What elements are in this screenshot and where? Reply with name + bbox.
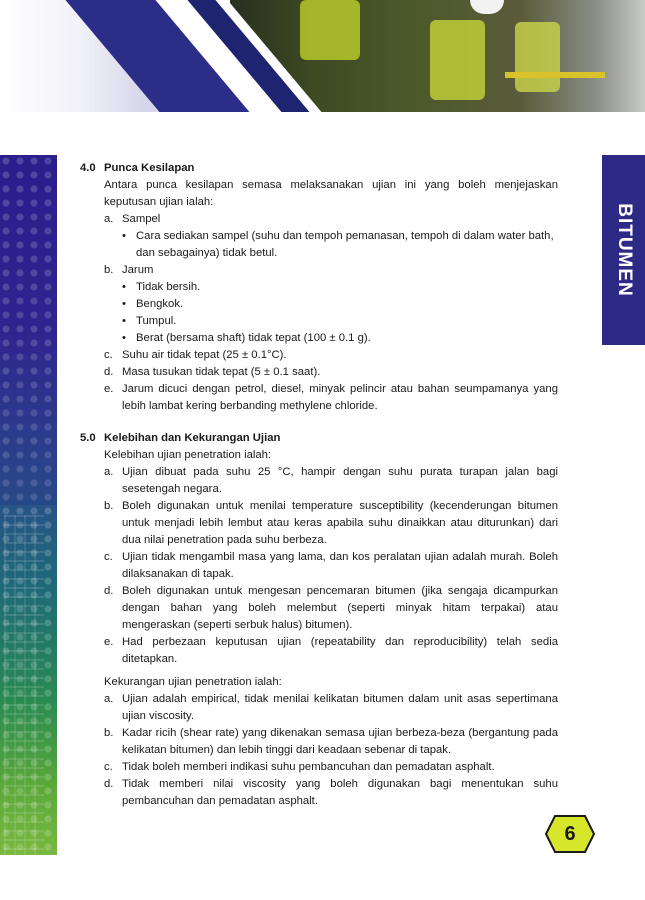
item-text: Tidak boleh memberi indikasi suhu pembancuhan dan pemadatan asphalt. xyxy=(122,761,495,773)
section-title: Kelebihan dan Kekurangan Ujian xyxy=(104,432,281,444)
item-label: b. xyxy=(104,264,114,276)
section-heading xyxy=(80,430,558,447)
main-content xyxy=(80,160,558,810)
list-item xyxy=(80,549,558,583)
item-label: b. xyxy=(104,500,114,512)
worker-vest xyxy=(300,0,360,60)
bullet-icon: • xyxy=(122,298,126,310)
item-text: Tidak memberi nilai viscosity yang boleh digunakan bagi menentukan suhu pembancuhan dan pemadatan asphalt. xyxy=(122,778,558,807)
section-intro: Antara punca kesilapan semasa melaksanakan ujian ini yang boleh menjejaskan keputusan ujian ialah: xyxy=(104,179,558,208)
item-label: e. xyxy=(104,383,114,395)
disadvantages-intro: Kekurangan ujian penetration ialah: xyxy=(104,676,282,688)
list-item xyxy=(80,691,558,725)
bullet-text: Berat (bersama shaft) tidak tepat (100 ± 0.1 g). xyxy=(136,332,371,344)
item-label: d. xyxy=(104,585,114,597)
item-label: a. xyxy=(104,466,114,478)
item-text: Sampel xyxy=(122,213,161,225)
item-text: Ujian tidak mengambil masa yang lama, dan kos peralatan ujian adalah murah. Boleh dilaksanakan di tapak. xyxy=(122,551,558,580)
section-heading xyxy=(80,160,558,177)
list-item xyxy=(80,364,558,381)
item-text: Ujian dibuat pada suhu 25 °C, hampir dengan suhu purata turapan jalan bagi sesetengah negara. xyxy=(122,466,558,495)
bullet-item xyxy=(80,279,558,296)
bullet-icon: • xyxy=(122,332,126,344)
side-tab-label: BITUMEN xyxy=(613,203,635,297)
item-label: a. xyxy=(104,693,114,705)
bullet-icon: • xyxy=(122,230,126,242)
list-item xyxy=(80,381,558,415)
worker-vest xyxy=(515,22,560,92)
item-text: Jarum xyxy=(122,264,154,276)
item-label: b. xyxy=(104,727,114,739)
item-text: Jarum dicuci dengan petrol, diesel, minyak pelincir atau bahan seumpamanya yang lebih lambat kering berbanding methylene chloride. xyxy=(122,383,558,412)
strip-overlay xyxy=(0,155,57,505)
item-label: a. xyxy=(104,213,114,225)
list-item xyxy=(80,347,558,364)
advantages-intro: Kelebihan ujian penetration ialah: xyxy=(104,449,272,461)
item-label: c. xyxy=(104,349,113,361)
bullet-item xyxy=(80,313,558,330)
item-label: d. xyxy=(104,778,114,790)
section-number: 5.0 xyxy=(80,432,96,444)
list-item xyxy=(80,776,558,810)
section-title: Punca Kesilapan xyxy=(104,162,195,174)
page-number: 6 xyxy=(564,822,576,845)
bullet-text: Cara sediakan sampel (suhu dan tempoh pemanasan, tempoh di dalam water bath, dan sebagainya) tidak betul. xyxy=(136,230,554,259)
item-text: Boleh digunakan untuk menilai temperature susceptibility (kecenderungan bitumen untuk menjadi lebih lembut atau keras apabila suhu dinaikkan atau diturunkan) dari dua nilai penetration pada suhu berbeza. xyxy=(122,500,558,546)
item-text: Masa tusukan tidak tepat (5 ± 0.1 saat). xyxy=(122,366,321,378)
bullet-item xyxy=(80,228,558,262)
bullet-icon: • xyxy=(122,281,126,293)
section-number: 4.0 xyxy=(80,162,96,174)
bullet-text: Tidak bersih. xyxy=(136,281,201,293)
item-label: c. xyxy=(104,761,113,773)
left-decorative-strip xyxy=(0,155,57,855)
item-label: d. xyxy=(104,366,114,378)
list-item xyxy=(80,759,558,776)
list-item xyxy=(80,211,558,228)
item-text: Had perbezaan keputusan ujian (repeatability dan reproducibility) telah sedia ditetapkan. xyxy=(122,636,558,665)
building-image xyxy=(4,515,44,855)
item-text: Kadar ricih (shear rate) yang dikenakan semasa ujian berbeza-beza (bergantung pada kelikatan bitumen) dan lebih tinggi dari keadaan sebenar di tapak. xyxy=(122,727,558,756)
bullet-text: Tumpul. xyxy=(136,315,177,327)
worker-vest xyxy=(430,20,485,100)
item-label: e. xyxy=(104,636,114,648)
bullet-item xyxy=(80,330,558,347)
bullet-item xyxy=(80,296,558,313)
spacer xyxy=(80,415,558,430)
list-item xyxy=(80,583,558,634)
bullet-text: Bengkok. xyxy=(136,298,184,310)
list-item xyxy=(80,725,558,759)
item-text: Boleh digunakan untuk mengesan pencemaran bitumen (jika sengaja dicampurkan dengan bahan yang boleh melembut (seperti minyak hitam terpakai) atau mengeraskan (seperti serbuk halus) bitumen). xyxy=(122,585,558,631)
worker-helmet xyxy=(470,0,504,14)
list-item xyxy=(80,262,558,279)
item-label: c. xyxy=(104,551,113,563)
list-item xyxy=(80,464,558,498)
side-tab-label-wrap xyxy=(602,155,645,345)
item-text: Ujian adalah empirical, tidak menilai kelikatan bitumen dalam unit asas sepertimana ujian viscosity. xyxy=(122,693,558,722)
header-banner xyxy=(0,0,645,122)
bullet-icon: • xyxy=(122,315,126,327)
item-text: Suhu air tidak tepat (25 ± 0.1°C). xyxy=(122,349,287,361)
header-bottom-edge xyxy=(0,112,645,122)
list-item xyxy=(80,634,558,668)
railing xyxy=(505,72,605,78)
list-item xyxy=(80,498,558,549)
